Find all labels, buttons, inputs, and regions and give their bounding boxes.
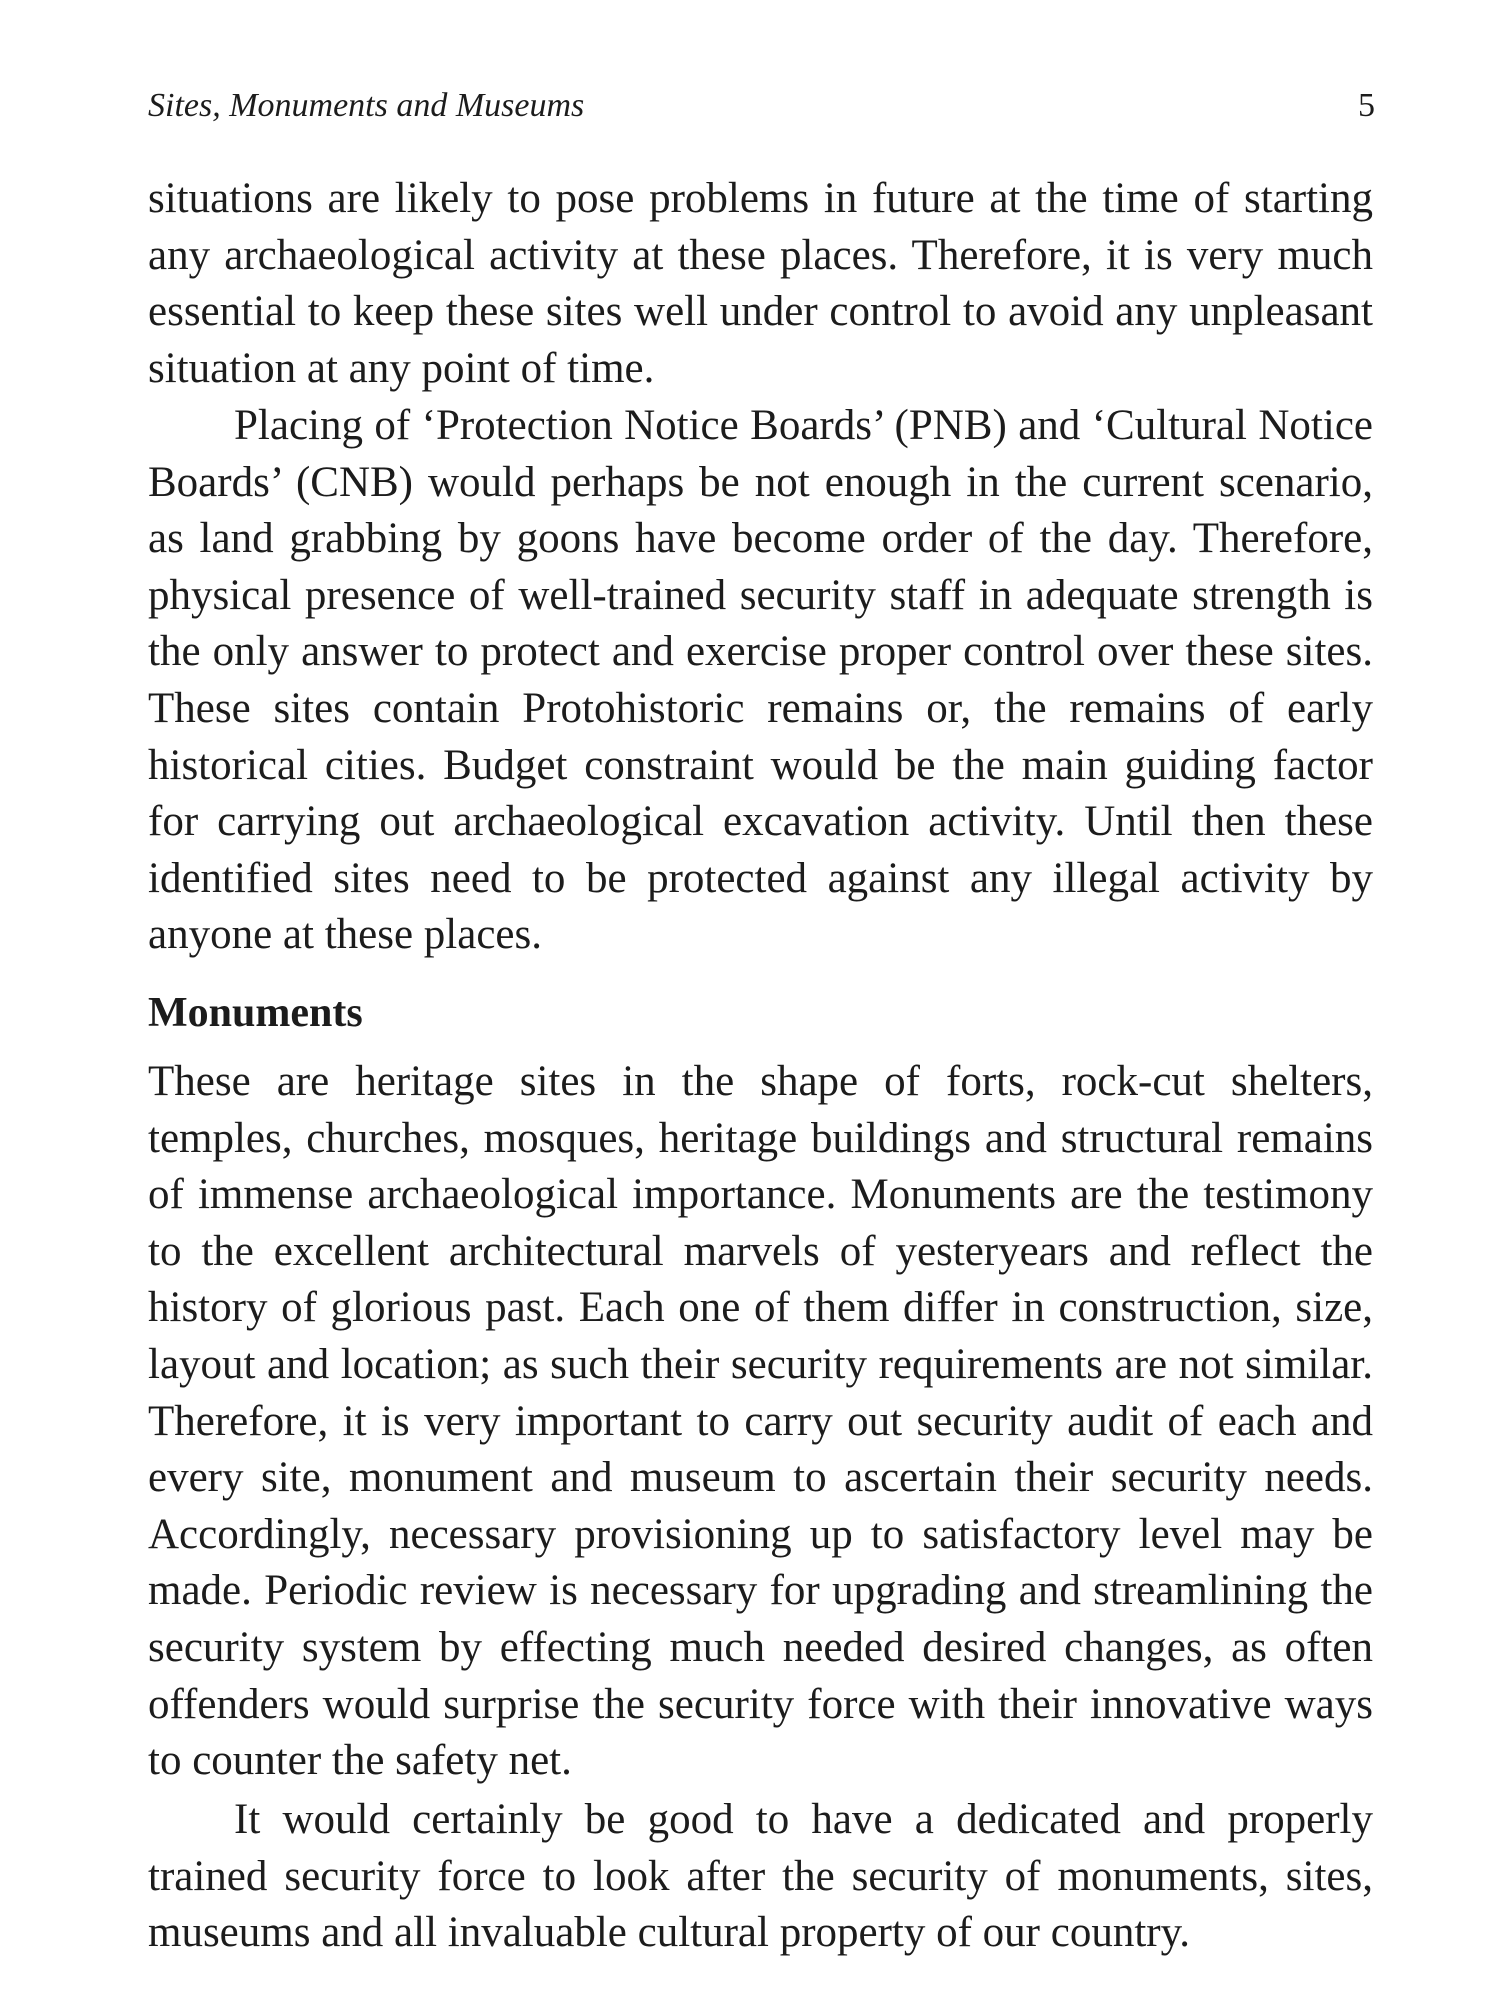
page-number: 5 bbox=[1358, 87, 1375, 124]
paragraph-security-force: It would certainly be good to have a dedicated and properly trained security force to look after the security of monuments, sites, museums and all invaluable cultural property of our country. bbox=[148, 1796, 1373, 1957]
section-heading-monuments: Monuments bbox=[148, 990, 363, 1036]
paragraph-monuments: These are heritage sites in the shape of forts, rock-cut shelters, temples, churches, mosques, heritage buildings and structural remains of immense archaeological importance. Monuments are the testimony to the excellent architectural marvels of yesteryears and reflect the history of glorious past. Each one of them differ in construction, size, layout and location; as such their security requirements are not similar. Therefore, it is very important to carry out security audit of each and every site, monument and museum to ascertain their security needs. Accordingly, necessary provisioning up to satisfactory level may be made. Periodic review is necessary for upgrading and streamlining the security system by effecting much needed desired changes, as often offenders would surprise the security force with their innovative ways to counter the safety net. bbox=[148, 1058, 1373, 1785]
running-header bbox=[148, 76, 1375, 136]
paragraph-notice-boards: Placing of ‘Protection Notice Boards’ (PNB) and ‘Cultural Notice Boards’ (CNB) would perhaps be not enough in the current scenario, as land grabbing by goons have become order of the day. Therefore, physical presence of well-trained security staff in adequate strength is the only answer to protect and exercise proper control over these sites. These sites contain Protohistoric remains or, the remains of early historical cities. Budget constraint would be the main guiding factor for carrying out archaeological excavation activity. Until then these identified sites need to be protected against any illegal activity by anyone at these places. bbox=[148, 402, 1373, 959]
running-title: Sites, Monuments and Museums bbox=[148, 87, 585, 124]
paragraph-continued: situations are likely to pose problems in future at the time of starting any archaeological activity at these places. Therefore, it is very much essential to keep these sites well under control to avoid any unpleasant situation at any point of time. bbox=[148, 175, 1373, 392]
